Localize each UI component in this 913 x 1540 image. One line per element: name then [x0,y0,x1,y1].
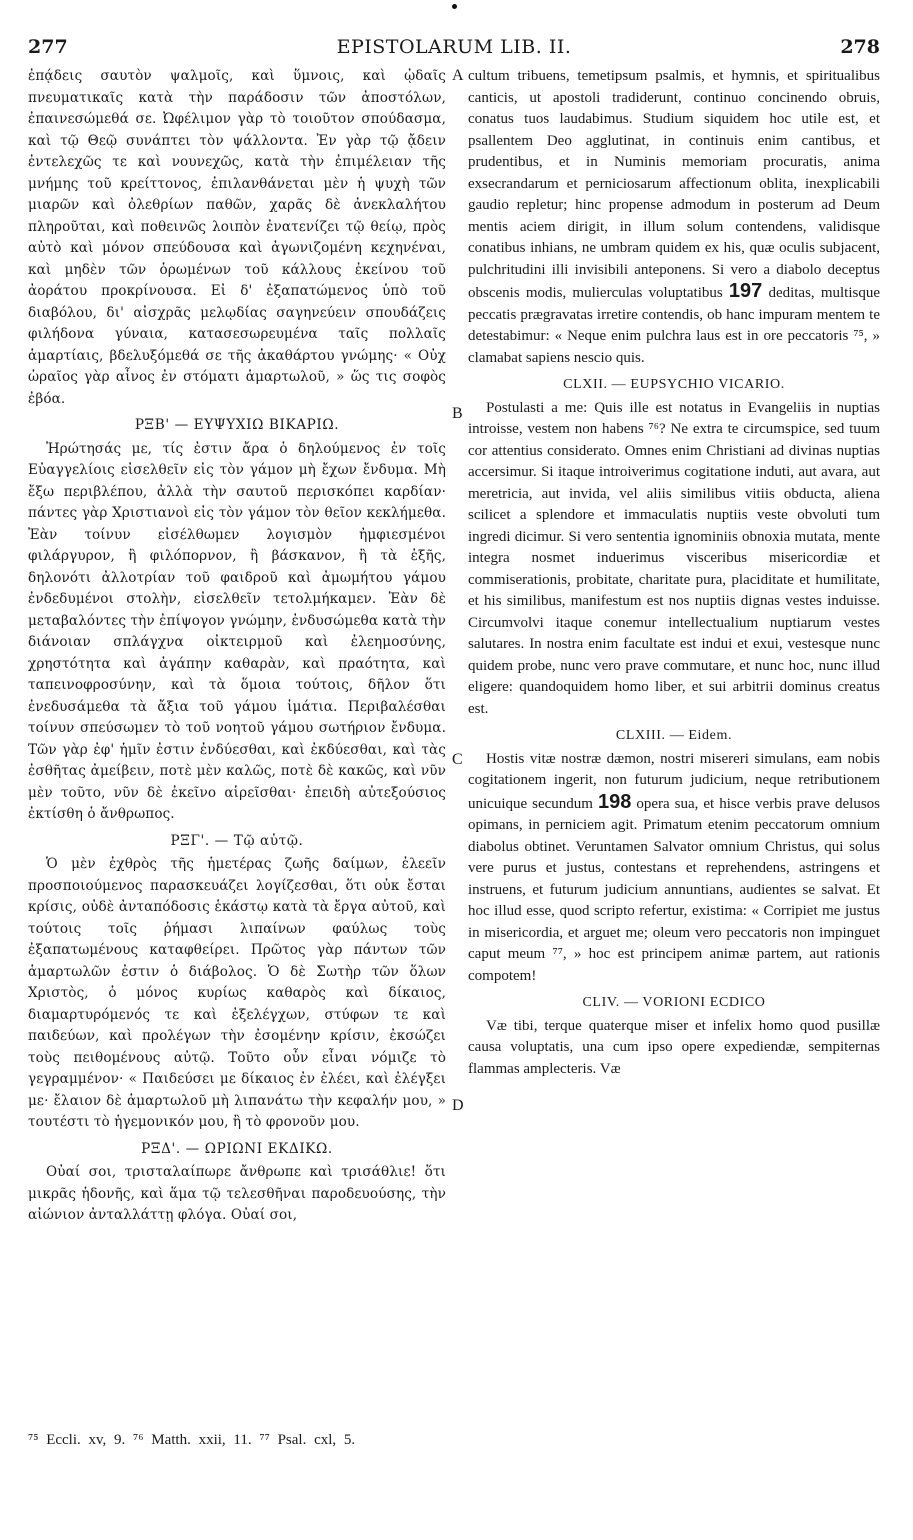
greek-column [28,66,446,1227]
latin-letter-title: CLXIII. — Eidem. [615,728,733,743]
latin-paragraph [468,66,880,369]
ink-dot [452,4,457,9]
latin-text: opera sua, et hisce verbis prave delusos opimans, in perniciem agit. Primatum etenim peccatorum omnium diabolus obtinet. Veruntamen Salvator omnium Christus, qui solus vere purus et justus, contestans et reprehendens, astringens et instruens, et futurum judicium annuntians, audientes se salvat. Et hoc illud esse, quod scripto refertur, existima: « Corripiet me justus in misericordia, et arguet me; oleum vero peccatoris non impinguet caput meum ⁷⁷, » hoc est principem animæ partem, aut rationis compotem! [468,795,880,984]
greek-letter-title: ΡΞΔ'. — ΩΡΙΩΝΙ ΕΚΔΙΚΩ. [141,1140,333,1157]
latin-paragraph: Væ tibi, terque quaterque miser et infelix homo quod pusillæ causa voluptatis, una cum ipso opere expediendæ, sempiternas flammas amplecteris. Væ [468,1017,880,1077]
footnotes: ⁷⁵ Eccli. xv, 9. ⁷⁶ Matth. xxii, 11. ⁷⁷ Psal. cxl, 5. [28,1432,356,1448]
latin-letter-title: CLIV. — VORIONI ECDICO [582,995,766,1010]
left-page-number: 277 [28,36,68,58]
greek-paragraph: ἐπᾴδεις σαυτὸν ψαλμοῖς, καὶ ὕμνοις, καὶ ᾠδαῖς πνευματικαῖς κατὰ τὴν παράδοσιν τῶν ἀποστόλων, ἐπαινεσώμεθά σε. Ὠφέλιμον γὰρ τὸ τοιοῦτον σπούδασμα, καὶ τῷ Θεῷ συνάπτει τὸν ψάλλοντα. Ἐν γὰρ τῷ ᾄδειν ἐντελεχῶς τε καὶ νουνεχῶς, κατὰ τὴν ἐπιμέλειαν τῆς μνήμης τοῦ κρείττονος, ἐπιλανθάνεται μὲν ἡ ψυχὴ τῶν μιαρῶν καὶ ὀλεθρίων παθῶν, χαρᾶς δὲ ἀνεκλαλήτου πληροῦται, καὶ ποθεινῶς λοιπὸν ἐνατενίζει τῷ θείῳ, πρὸς αὐτὸ καὶ μόνον σπεύδουσα καὶ ἀγωνιζομένη κεχηνέναι, καὶ μηδὲν τῶν ὁρωμένων τοῦ κάλλους ἐκείνου τοῦ ἀοράτου προκρίνουσα. Εἰ δ' ἐξαπατώμενος ὑπὸ τοῦ διαβόλου, δι' αἰσχρᾶς μελῳδίας σαγηνεύειν σπουδάζεις φιλήδονα γύναια, κατασεσωρευμένα ταῖς πολλαῖς ἁμαρτίαις, βδελυξόμεθά σε τῆς ἀκαθάρτου γνώμης· « Οὐχ ὡραῖος γὰρ αἶνος ἐν στόματι ἁμαρτωλοῦ, » ὥς τις σοφὸς ἐβόα. [28,68,446,407]
latin-letter-title: CLXII. — EUPSYCHIO VICARIO. [563,377,785,392]
running-header [28,36,880,62]
migne-column-number: 198 [597,790,632,813]
margin-marker-a: A [452,67,464,84]
margin-marker-d: D [452,1097,464,1114]
greek-paragraph: Ἠρώτησάς με, τίς ἐστιν ἄρα ὁ δηλούμενος ἐν τοῖς Εὐαγγελίοις εἰσελθεῖν εἰς τὸν γάμον μὴ ἔχων ἔνδυμα. Μὴ ἔξω περιβλέπου, ἀλλὰ τὴν σαυτοῦ περισκόπει καρδίαν· πάντες γὰρ Χριστιανοὶ εἰς τὸν γάμον τὸν θεῖον κεκλήμεθα. Ἐὰν τοίνυν εἰσέλθωμεν λογισμὸν ἠμφιεσμένοι φιλάργυρον, ἢ φιλόπορνον, ἢ βάσκανον, ἢ τὰ ἑξῆς, δηλονότι ἀλλοτρίαν τοῦ φαιδροῦ καὶ ἀμωμήτου γάμου ἐνδεδυμένοι στολὴν, εἰσελθεῖν τετολμήκαμεν. Ἐὰν δὲ μεταβαλόντες τὴν ἐπίψογον γνώμην, ἐνδυσώμεθα κατὰ τὴν διάνοιαν σπλάγχνα οἰκτειρμοῦ καὶ ἐλεημοσύνης, χρηστότητα καὶ ἀγάπην καθαρὰν, καὶ πραότητα, καὶ ταπεινοφροσύνην, καὶ τὰ ὅμοια τούτοις, δῆλον ὅτι ἐνεδυσάμεθα τὰ ἄξια τοῦ γάμου ἱμάτια. Περιβαλέσθαι τοίνυν σπεύσωμεν τὸ τοῦ νοητοῦ γάμου σωτήριον ἔνδυμα. Τῶν γὰρ ἐφ' ἡμῖν ἐστιν ἐνδύεσθαι, καὶ ἐκδύεσθαι, καὶ τὰς ἐσθῆτας ἀμείβειν, ποτὲ μὲν καλῶς, ποτὲ δὲ κακῶς, καὶ νῦν μὲν τοῦτο, νῦν δὲ ἐκεῖνο αἱρεῖσθαι· ἐπειδὴ αὐτεξούσιος ἐκτίσθη ὁ ἄνθρωπος. [28,440,446,822]
margin-marker-b: B [452,405,463,422]
right-page-number: 278 [840,36,880,58]
migne-column-number: 197 [728,280,763,302]
latin-paragraph: Postulasti a me: Quis ille est notatus in Evangeliis in nuptias introisse, vestem non habens ⁷⁶? Ne extra te circumspice, sed tuum cor attentius considerato. Omnes enim Christiani ad divinas nuptias accersimur. Si itaque introiverimus cogitatione induti, aut avara, aut meretricia, aut invida, vel aliis similibus vitiis obducta, aliena scilicet a splendore et immaculatis nuptiis veste obvoluti tum ingredi dicimur. Si vero sententia ignominiis obnoxia mutata, mente integra nosmet induerimus visceribus misericordiæ et commiserationis, probitate, charitate pura, placiditate et humilitate, et his similibus, manifestum est nos nuptiis dignas vestes induisse. Circumvolvi itaque conemur intellectualium nuptiarum vestes salutares. In nostra enim facultate est indui et exui, vestesque nunc quidem probe, nunc vero prave commutare, et nunc hoc, nunc illud eligere: quandoquidem homo liber, et sui arbitrii dominus creatus est. [468,399,880,717]
greek-paragraph: Ὁ μὲν ἐχθρὸς τῆς ἡμετέρας ζωῆς δαίμων, ἐλεεῖν προσποιούμενος παρασκευάζει λογίζεσθαι, ὅτι οὐκ ἔσται κρίσις, οὐδὲ ἀνταπόδοσις ἑκάστῳ κατὰ τὰ ἔργα αὐτοῦ, καὶ τούτοις τοῖς ῥήμασι λιπαίνων φαύλως τοὺς ἐξαπατωμένους καταφθείρει. Πρῶτος γὰρ πάντων τῶν ἁμαρτωλῶν ἐστιν ὁ διάβολος. Ὁ δὲ Σωτὴρ τῶν ὅλων Χριστὸς, ὁ μόνος κυρίως καθαρὸς καὶ δίκαιος, διαμαρτυρόμενός τε καὶ ἐξελέγχων, στύφων τε καὶ παιδεύων, καὶ προλέγων τὴν ἐσομένην κρίσιν, ἐκσώζει τοὺς πειθομένους αὐτῷ. Τοῦτο οὖν εἶναι νόμιζε τὸ γεγραμμένον· « Παιδεύσει με δίκαιος ἐν ἐλέει, καὶ ἐλέγξει με· ἔλαιον δὲ ἁμαρτωλοῦ μὴ λιπανάτω τὴν κεφαλήν μου, » τουτέστι τὸ ἡγεμονικόν μου, ἢ τὸ φρονοῦν μου. [28,856,446,1130]
greek-paragraph: Οὐαί σοι, τρισταλαίπωρε ἄνθρωπε καὶ τρισάθλιε! ὅτι μικρᾶς ἡδονῆς, καὶ ἅμα τῷ τελεσθῆναι παροδευούσης, τὴν αἰώνιον ἀνταλλάττῃ φλόγα. Οὐαί σοι, [28,1164,446,1223]
latin-text: cultum tribuens, temetipsum psalmis, et hymnis, et spiritualibus canticis, ut apostoli tradiderunt, continuo concinendo obruis, conatus tuos laudabimus. Studium siquidem hoc utile est, et psallentem Deo agglutinat, in continuis enim cantibus, et prudentibus, et in Numinis memoriam procuratis, anima exsecrandarum et perniciosarum affectionum oblita, inexplicabili gaudio repletur; hinc propense admodum in posterum ad Deum mentis aciem dirigit, in illum solum contendens, validisque conatibus inhians, ne umbram quidem ex his, quæ oculis subjacent, pulchritudini illi invisibili anteponens. Si vero a diabolo deceptus obscenis modis, mulierculas voluptatibus [468,68,880,301]
latin-text: deditas, multisque peccatis prægravatas irretire contendis, ob hanc impuram mentem te detestabimur: « Neque enim pulchra laus est in ore peccatoris ⁷⁵, » clamabat sapiens nescio quis. [468,285,881,366]
latin-paragraph [468,749,880,988]
greek-letter-title: ΡΞΓ'. — Τῷ αὐτῷ. [170,832,304,849]
latin-text: Hostis vitæ nostræ dæmon, nostri misereri simulans, eam nobis cogitationem ingerit, non futurum judicium, neque retributionem unicuique secundum [468,750,880,812]
running-title: EPISTOLARUM LIB. II. [336,36,572,58]
greek-letter-title: ΡΞΒ' — ΕΥΨΥΧΙΩ ΒΙΚΑΡΙΩ. [134,417,340,433]
margin-marker-c: C [452,751,463,768]
latin-column [468,66,880,1080]
